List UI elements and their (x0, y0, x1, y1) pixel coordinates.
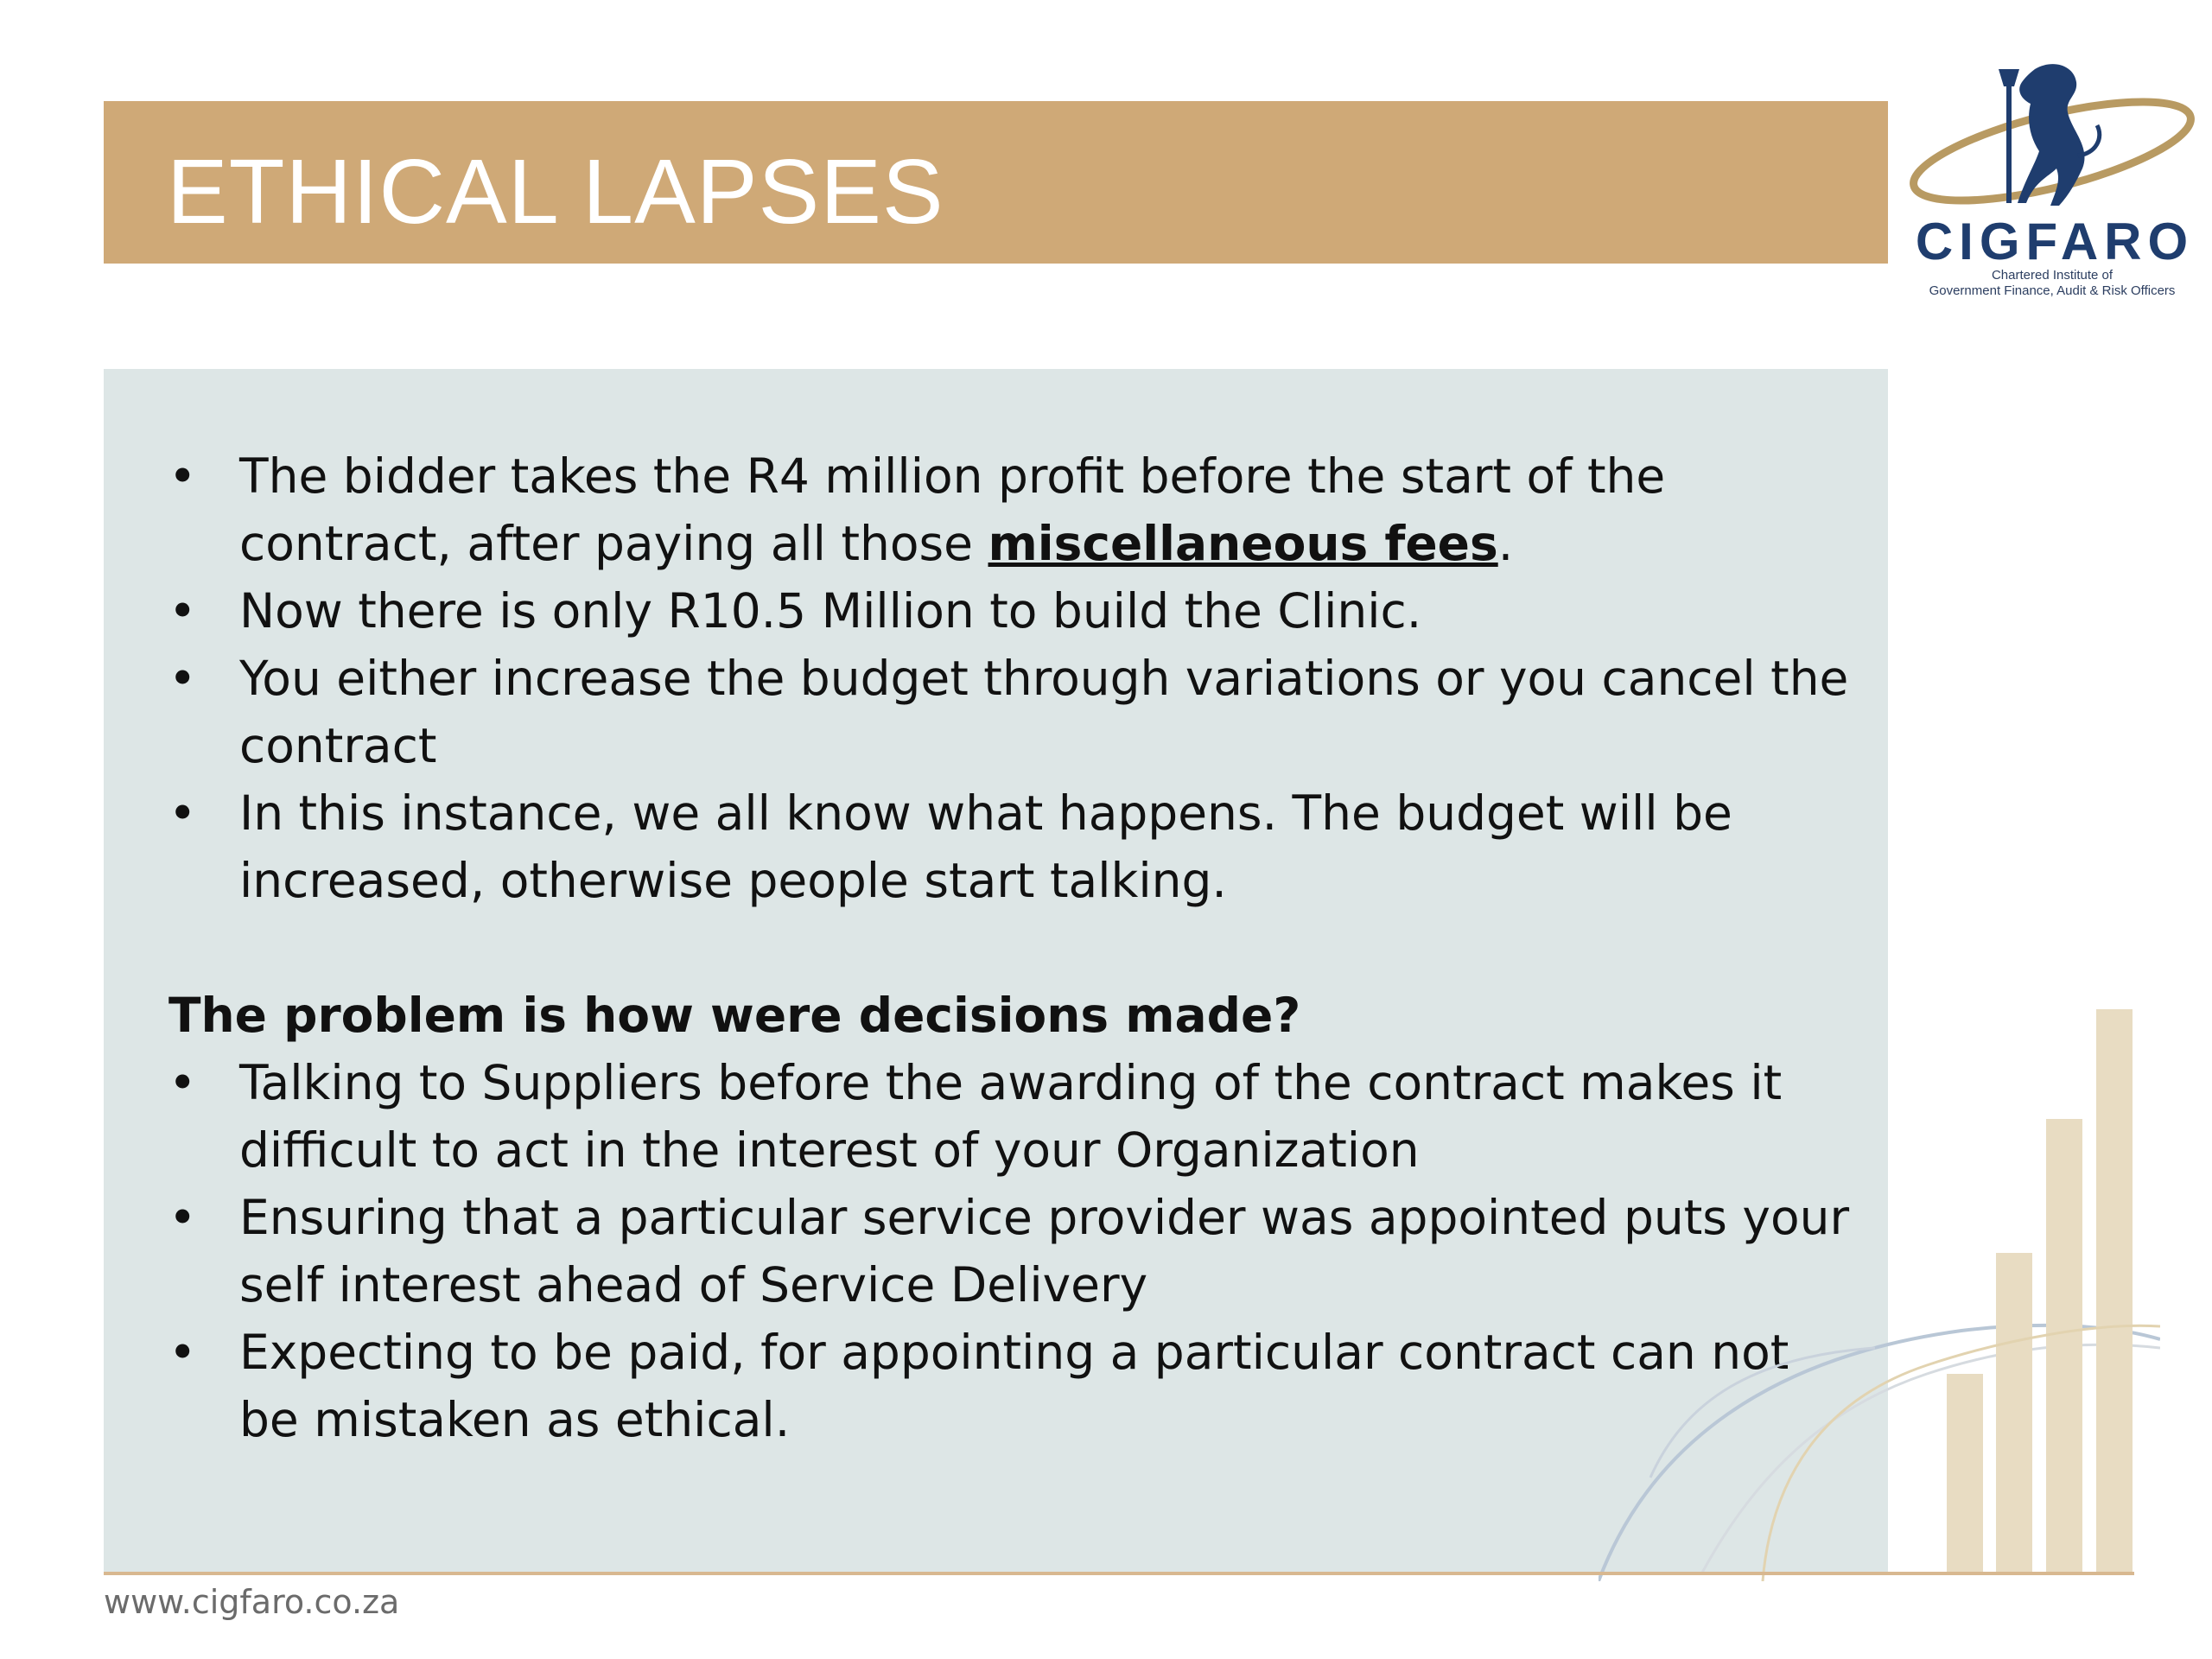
decorative-bars-graphic (1599, 994, 2160, 1581)
list-item: • Now there is only R10.5 Million to build the Clinic. (168, 577, 1862, 645)
list-item: • You either increase the budget through variations or you cancel the contract (168, 645, 1862, 779)
list-item: • In this instance, we all know what happens. The budget will be increased, otherwise people start talking. (168, 779, 1862, 914)
bullet-text: . (1497, 516, 1514, 571)
list-item: • Expecting to be paid, for appointing a particular contract can not be mistaken as ethical. (168, 1319, 1862, 1453)
footer-url[interactable]: www.cigfaro.co.za (104, 1583, 400, 1621)
list-item: • Talking to Suppliers before the awarding of the contract makes it difficult to act in the interest of your Organization (168, 1049, 1862, 1184)
logo-wordmark: CIGFARO (1915, 213, 2195, 270)
title-banner (104, 101, 1888, 264)
list-item: • Ensuring that a particular service provider was appointed puts your self interest ahead of Service Delivery (168, 1184, 1862, 1319)
section-heading: The problem is how were decisions made? (168, 988, 1301, 1043)
lion-emblem-icon (1905, 52, 2199, 216)
logo-subtitle-line2: Government Finance, Audit & Risk Officers (1929, 283, 2176, 298)
footer-divider (104, 1572, 2134, 1575)
emphasis-text: miscellaneous fees (988, 516, 1498, 571)
page-title: ETHICAL LAPSES (167, 141, 944, 243)
logo-subtitle-line1: Chartered Institute of (1991, 268, 2113, 283)
list-item (168, 442, 1862, 577)
bullet-text: The bidder takes the R4 million profit before the start of the contract, after paying all those (239, 448, 1666, 571)
cigfaro-logo (1905, 52, 2199, 311)
bullet-list-primary (168, 442, 1862, 914)
